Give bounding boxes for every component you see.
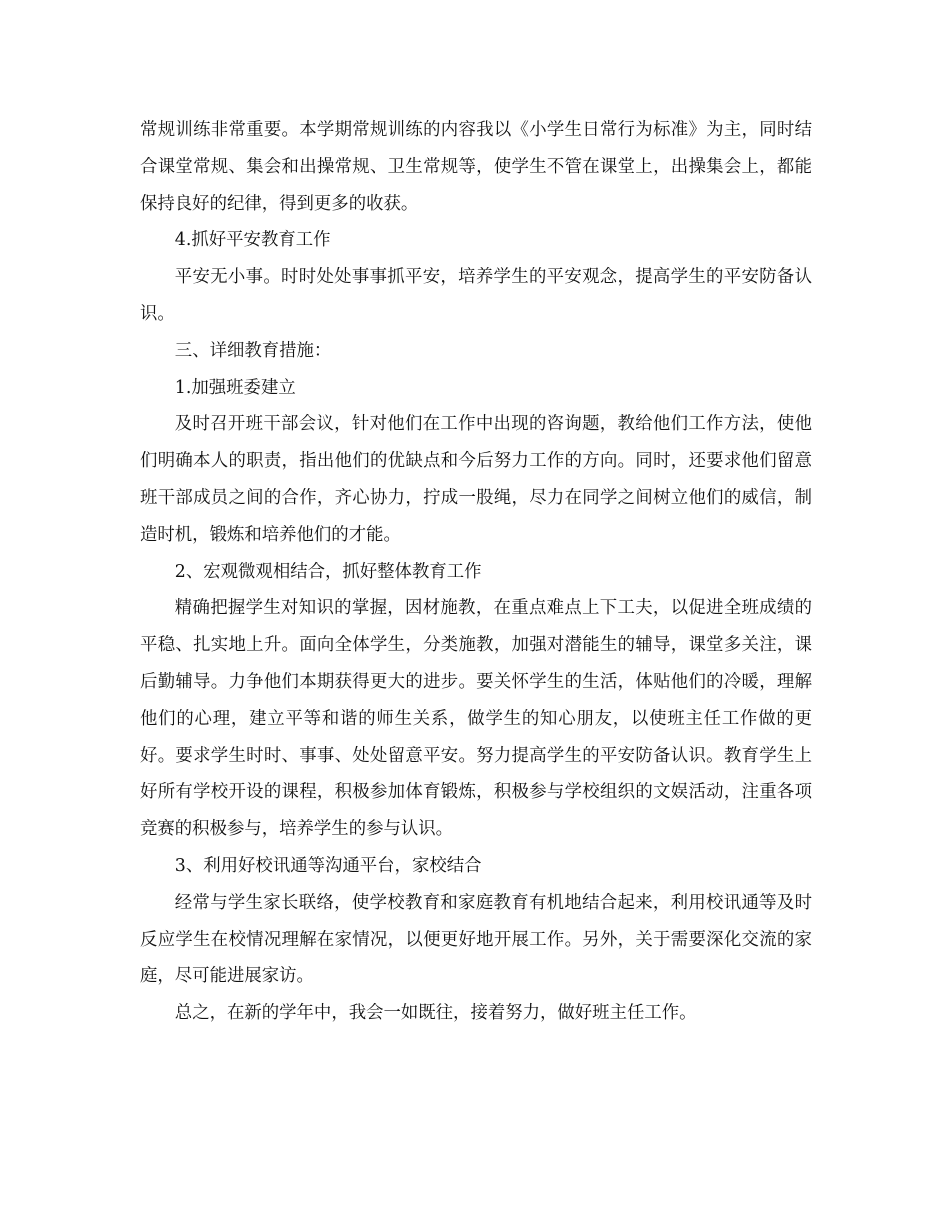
paragraph-home-school: 经常与学生家长联络，使学校教育和家庭教育有机地结合起来，利用校讯通等及时反应学生在校情况理解在家情况，以便更好地开展工作。另外，关于需要深化交流的家庭，尽可能进展家访。: [140, 892, 812, 987]
heading-measures: 三、详细教育措施：: [174, 340, 332, 361]
heading-home-school: 3、利用好校讯通等沟通平台，家校结合: [174, 855, 482, 876]
document-page: [140, 112, 812, 1032]
paragraph-class-committee: 及时召开班干部会议，针对他们在工作中出现的咨询题，教给他们工作方法，使他们明确本人的职责，指出他们的优缺点和今后努力工作的方向。同时，还要求他们留意班干部成员之间的合作，齐心协力，拧成一股绳，尽力在同学之间树立他们的威信，制造时机，锻炼和培养他们的才能。: [140, 414, 812, 545]
heading-overall-education: 2、宏观微观相结合，抓好整体教育工作: [174, 561, 482, 582]
heading-class-committee: 1.加强班委建立: [174, 377, 296, 398]
paragraph-overall-education: 精确把握学生对知识的掌握，因材施教，在重点难点上下工夫，以促进全班成绩的平稳、扎实地上升。面向全体学生，分类施教，加强对潜能生的辅导，课堂多关注，课后勤辅导。力争他们本期获得更大的进步。要关怀学生的生活，体贴他们的冷暖，理解他们的心理，建立平等和谐的师生关系，做学生的知心朋友，以使班主任工作做的更好。要求学生时时、事事、处处留意平安。努力提高学生的平安防备认识。教育学生上好所有学校开设的课程，积极参加体育锻炼，积极参与学校组织的文娱活动，注重各项竞赛的积极参与，培养学生的参与认识。: [140, 598, 812, 840]
paragraph-safety: 平安无小事。时时处处事事抓平安，培养学生的平安观念，提高学生的平安防备认识。: [140, 267, 812, 324]
paragraph-continuation: 常规训练非常重要。本学期常规训练的内容我以《小学生日常行为标准》为主，同时结合课堂常规、集会和出操常规、卫生常规等，使学生不管在课堂上，出操集会上，都能保持良好的纪律，得到更多的收获。: [140, 120, 812, 214]
heading-safety-education: 4.抓好平安教育工作: [174, 230, 331, 251]
paragraph-conclusion: 总之，在新的学年中，我会一如既往，接着努力，做好班主任工作。: [174, 1003, 697, 1024]
